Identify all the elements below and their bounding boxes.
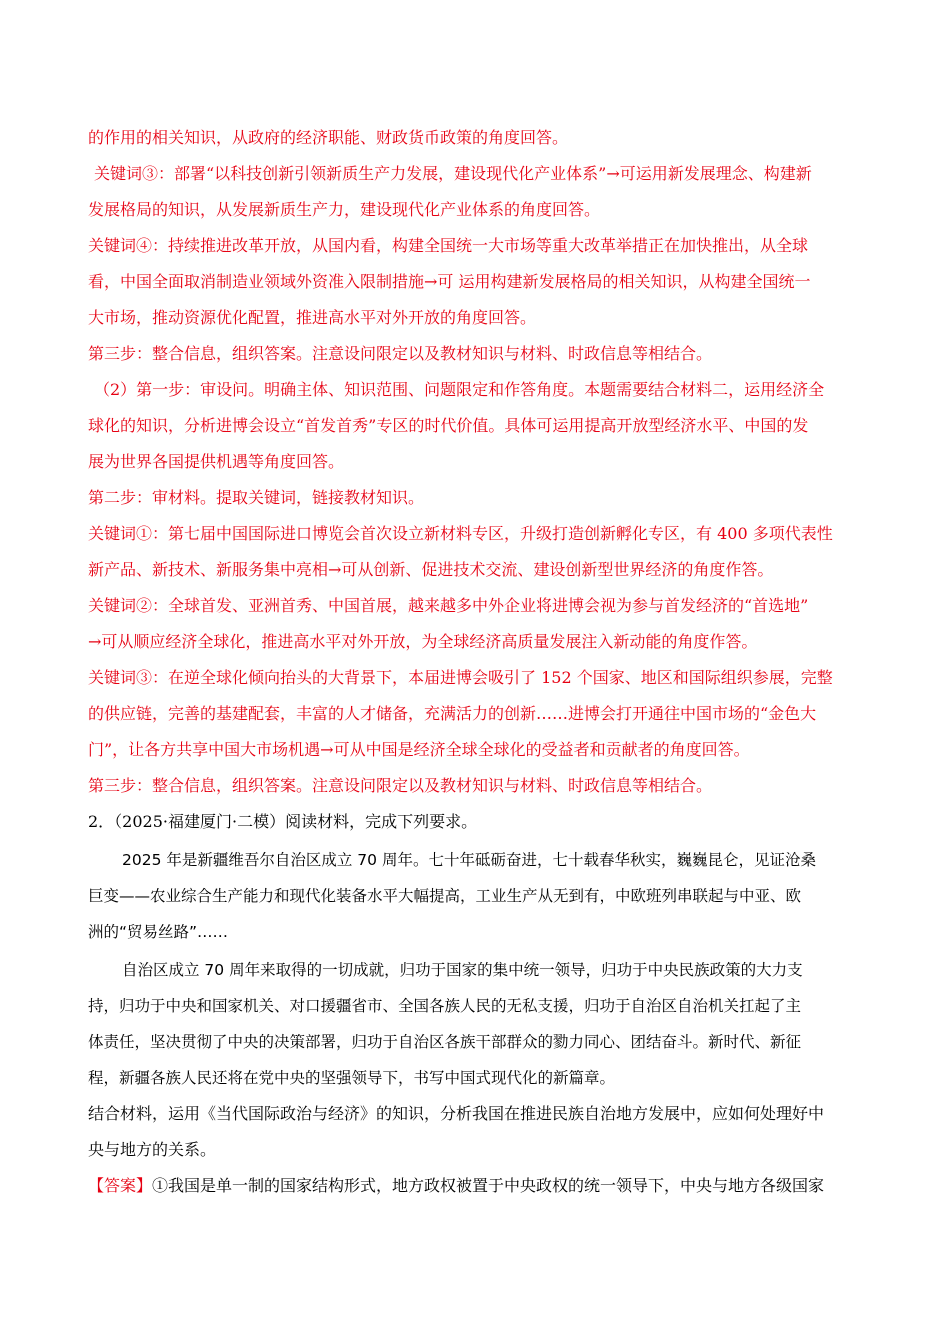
answer-text: ①我国是单一制的国家结构形式，地方政权被置于中央政权的统一领导下，中央与地方各级国家 bbox=[152, 1176, 825, 1195]
material-paragraph-1: 洲的“贸易丝路”…… bbox=[88, 923, 229, 941]
keyword-4-line: 关键词④：持续推进改革开放，从国内看，构建全国统一大市场等重大改革举措正在加快推出，从全球 bbox=[88, 236, 809, 255]
analysis-line: 发展格局的知识，从发展新质生产力，建设现代化产业体系的角度回答。 bbox=[88, 200, 601, 219]
material-paragraph-2: 自治区成立 70 周年来取得的一切成就，归功于国家的集中统一领导，归功于中央民族政策的大力支 bbox=[122, 961, 803, 979]
analysis-line: →可从顺应经济全球化，推进高水平对外开放，为全球经济高质量发展注入新动能的角度作答。 bbox=[88, 632, 758, 651]
material-paragraph-2: 持，归功于中央和国家机关、对口援疆省市、全国各族人民的无私支援，归功于自治区自治机关扛起了主 bbox=[88, 997, 802, 1015]
keyword-3-line: 关键词③：部署“以科技创新引领新质生产力发展，建设现代化产业体系”→可运用新发展理念、构建新 bbox=[94, 164, 812, 183]
analysis-line: 大市场，推动资源优化配置，推进高水平对外开放的角度回答。 bbox=[88, 308, 537, 327]
step-3-line: 第三步：整合信息，组织答案。注意设问限定以及教材知识与材料、时政信息等相结合。 bbox=[88, 776, 713, 795]
analysis-line: 新产品、新技术、新服务集中亮相→可从创新、促进技术交流、建设创新型世界经济的角度作答。 bbox=[88, 560, 774, 579]
keyword-3-line: 关键词③：在逆全球化倾向抬头的大背景下，本届进博会吸引了 152 个国家、地区和国际组织参展，完整 bbox=[88, 668, 833, 687]
step-2-line: 第二步：审材料。提取关键词，链接教材知识。 bbox=[88, 488, 425, 507]
analysis-line: 的作用的相关知识，从政府的经济职能、财政货币政策的角度回答。 bbox=[88, 128, 569, 147]
sub-question-2-step-1: （2）第一步：审设问。明确主体、知识范围、问题限定和作答角度。本题需要结合材料二，运用经济全 bbox=[94, 380, 825, 399]
analysis-line: 展为世界各国提供机遇等角度回答。 bbox=[88, 452, 345, 471]
material-paragraph-1: 2025 年是新疆维吾尔自治区成立 70 周年。七十年砥砺奋进，七十载春华秋实，巍巍昆仑，见证沧桑 bbox=[122, 851, 816, 869]
question-task: 央与地方的关系。 bbox=[88, 1140, 217, 1159]
material-paragraph-2: 体责任，坚决贯彻了中央的决策部署，归功于自治区各族干部群众的勠力同心、团结奋斗。新时代、新征 bbox=[88, 1033, 802, 1051]
material-paragraph-2: 程，新疆各族人民还将在党中央的坚强领导下，书写中国式现代化的新篇章。 bbox=[88, 1069, 616, 1087]
answer-label: 【答案】 bbox=[88, 1176, 153, 1195]
question-task: 结合材料，运用《当代国际政治与经济》的知识，分析我国在推进民族自治地方发展中，应如何处理好中 bbox=[88, 1104, 825, 1123]
question-2-header: 2．（2025·福建厦门·二模）阅读材料，完成下列要求。 bbox=[88, 812, 478, 831]
analysis-line: 门”，让各方共享中国大市场机遇→可从中国是经济全球全球化的受益者和贡献者的角度回答。 bbox=[88, 740, 750, 759]
keyword-1-line: 关键词①：第七届中国国际进口博览会首次设立新材料专区，升级打造创新孵化专区，有 400 多项代表性 bbox=[88, 524, 833, 543]
answer-line bbox=[88, 1175, 868, 1197]
step-3-line: 第三步：整合信息，组织答案。注意设问限定以及教材知识与材料、时政信息等相结合。 bbox=[88, 344, 713, 363]
material-paragraph-1: 巨变——农业综合生产能力和现代化装备水平大幅提高，工业生产从无到有，中欧班列串联起与中亚、欧 bbox=[88, 887, 802, 905]
analysis-line: 的供应链，完善的基建配套，丰富的人才储备，充满活力的创新……进博会打开通往中国市场的“金色大 bbox=[88, 704, 817, 723]
analysis-line: 看，中国全面取消制造业领域外资准入限制措施→可 运用构建新发展格局的相关知识，从构建全国统一 bbox=[88, 272, 811, 291]
analysis-line: 球化的知识，分析进博会设立“首发首秀”专区的时代价值。具体可运用提高开放型经济水平、中国的发 bbox=[88, 416, 809, 435]
keyword-2-line: 关键词②：全球首发、亚洲首秀、中国首展，越来越多中外企业将进博会视为参与首发经济的“首选地” bbox=[88, 596, 809, 615]
